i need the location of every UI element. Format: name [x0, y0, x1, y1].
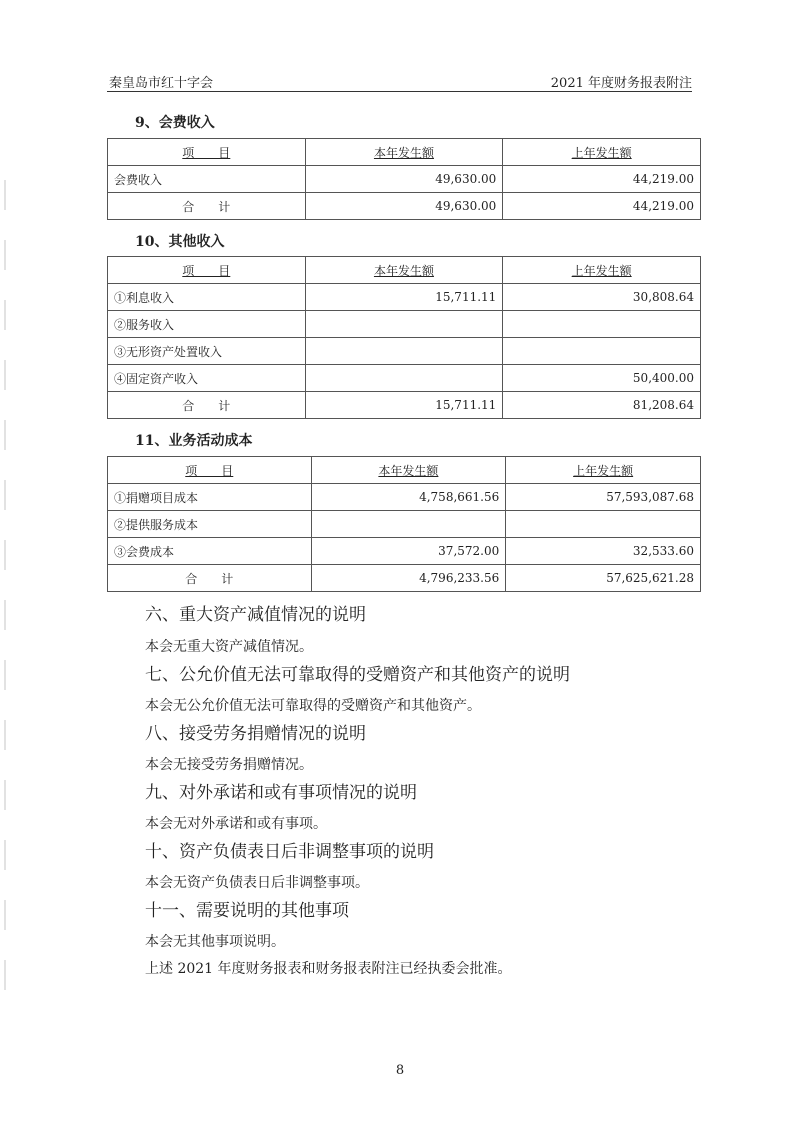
- row-label: ①利息收入: [108, 284, 306, 311]
- row-label: ④固定资产收入: [108, 365, 306, 392]
- table-header-row: [108, 457, 701, 484]
- column-header: 项 目: [108, 457, 312, 484]
- prior-amount: [506, 511, 701, 538]
- membership-income-table: [107, 138, 701, 220]
- note-heading: 十一、需要说明的其他事项: [145, 901, 349, 921]
- column-header: 项 目: [108, 139, 306, 166]
- row-label: ②提供服务成本: [108, 511, 312, 538]
- table-row: [108, 311, 701, 338]
- org-name: 秦皇岛市红十字会: [109, 76, 214, 91]
- table-row: [108, 538, 701, 565]
- current-amount: 15,711.11: [305, 284, 503, 311]
- current-amount: [305, 311, 503, 338]
- note-text: 本会无资产负债表日后非调整事项。: [145, 875, 369, 891]
- total-row: [108, 565, 701, 592]
- note-heading: 九、对外承诺和或有事项情况的说明: [145, 783, 417, 803]
- table-row: [108, 365, 701, 392]
- binding-marks: [4, 180, 18, 1020]
- section-title: 10、其他收入: [135, 234, 225, 250]
- prior-amount: [503, 338, 701, 365]
- column-header: 项 目: [108, 257, 306, 284]
- page-number: 8: [395, 1063, 405, 1078]
- row-label: ③无形资产处置收入: [108, 338, 306, 365]
- current-amount: 49,630.00: [305, 193, 503, 220]
- row-label: 合 计: [108, 392, 306, 419]
- column-header: 本年发生额: [305, 139, 503, 166]
- note-heading: 六、重大资产减值情况的说明: [145, 605, 366, 625]
- other-income-table: [107, 256, 701, 419]
- prior-amount: 57,625,621.28: [506, 565, 701, 592]
- table-row: [108, 338, 701, 365]
- note-heading: 八、接受劳务捐赠情况的说明: [145, 724, 366, 744]
- current-amount: 49,630.00: [305, 166, 503, 193]
- table-header-row: [108, 139, 701, 166]
- current-amount: [305, 365, 503, 392]
- note-text: 本会无其他事项说明。: [145, 934, 285, 950]
- table-row: [108, 166, 701, 193]
- prior-amount: 44,219.00: [503, 193, 701, 220]
- column-header: 上年发生额: [503, 139, 701, 166]
- current-amount: 15,711.11: [305, 392, 503, 419]
- table-header-row: [108, 257, 701, 284]
- prior-amount: 81,208.64: [503, 392, 701, 419]
- note-text: 本会无对外承诺和或有事项。: [145, 816, 327, 832]
- total-row: [108, 193, 701, 220]
- column-header: 上年发生额: [506, 457, 701, 484]
- current-amount: 37,572.00: [311, 538, 506, 565]
- note-heading: 七、公允价值无法可靠取得的受赠资产和其他资产的说明: [145, 665, 570, 685]
- note-text: 本会无接受劳务捐赠情况。: [145, 757, 313, 773]
- page-header: [107, 72, 692, 92]
- row-label: 合 计: [108, 193, 306, 220]
- table-row: [108, 484, 701, 511]
- note-heading: 十、资产负债表日后非调整事项的说明: [145, 842, 434, 862]
- section-title: 9、会费收入: [135, 115, 215, 131]
- row-label: ①捐赠项目成本: [108, 484, 312, 511]
- note-text: 本会无公允价值无法可靠取得的受赠资产和其他资产。: [145, 698, 481, 714]
- column-header: 本年发生额: [311, 457, 506, 484]
- total-row: [108, 392, 701, 419]
- current-amount: 4,758,661.56: [311, 484, 506, 511]
- column-header: 本年发生额: [305, 257, 503, 284]
- prior-amount: [503, 311, 701, 338]
- row-label: 合 计: [108, 565, 312, 592]
- current-amount: 4,796,233.56: [311, 565, 506, 592]
- table-row: [108, 511, 701, 538]
- current-amount: [305, 338, 503, 365]
- document-title: 2021 年度财务报表附注: [550, 76, 692, 91]
- header-rule: [107, 91, 692, 92]
- row-label: ②服务收入: [108, 311, 306, 338]
- prior-amount: 50,400.00: [503, 365, 701, 392]
- prior-amount: 30,808.64: [503, 284, 701, 311]
- column-header: 上年发生额: [503, 257, 701, 284]
- row-label: ③会费成本: [108, 538, 312, 565]
- prior-amount: 44,219.00: [503, 166, 701, 193]
- current-amount: [311, 511, 506, 538]
- approval-statement: 上述 2021 年度财务报表和财务报表附注已经执委会批准。: [145, 961, 512, 977]
- note-text: 本会无重大资产减值情况。: [145, 639, 313, 655]
- prior-amount: 57,593,087.68: [506, 484, 701, 511]
- table-row: [108, 284, 701, 311]
- business-cost-table: [107, 456, 701, 592]
- row-label: 会费收入: [108, 166, 306, 193]
- section-title: 11、业务活动成本: [135, 433, 253, 449]
- prior-amount: 32,533.60: [506, 538, 701, 565]
